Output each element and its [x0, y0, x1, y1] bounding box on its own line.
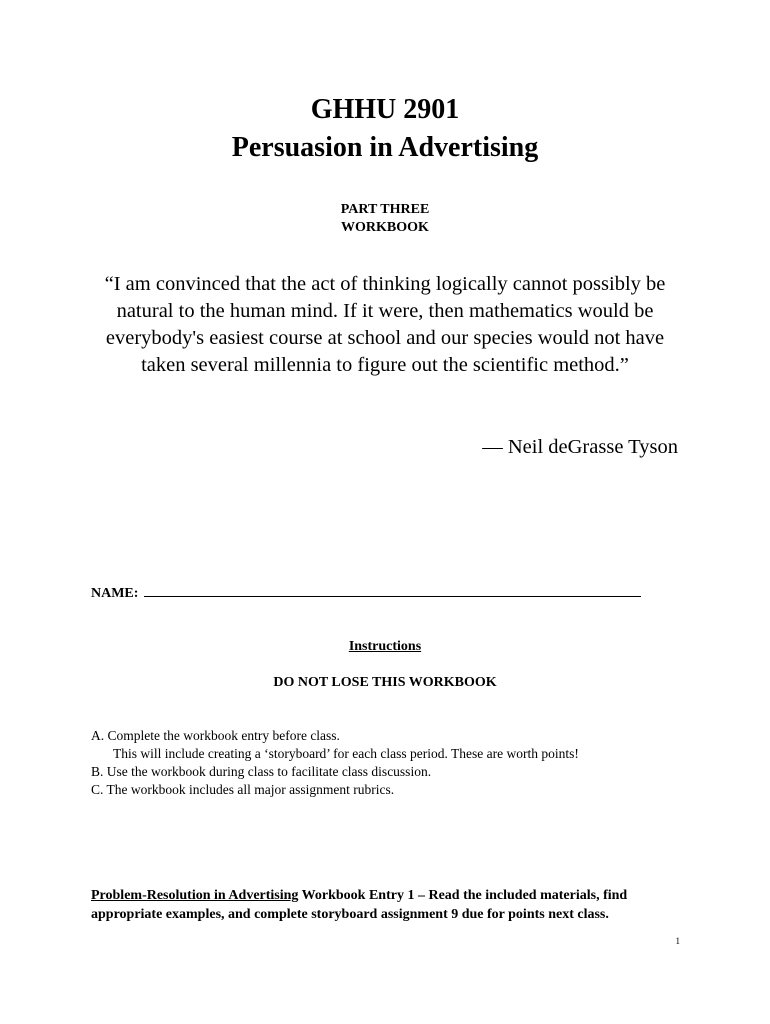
name-label: NAME:	[91, 586, 139, 601]
instruction-item: This will include creating a ‘storyboard’ for each class period. These are worth points!	[113, 746, 579, 761]
workbook-label: WORKBOOK	[341, 220, 429, 235]
entry-title: Problem-Resolution in Advertising	[91, 888, 299, 903]
instructions-list	[91, 727, 691, 799]
instruction-item: B. Use the workbook during class to facilitate class discussion.	[91, 764, 432, 779]
warning-text: DO NOT LOSE THIS WORKBOOK	[273, 675, 497, 690]
quote-author: — Neil deGrasse Tyson	[482, 436, 678, 458]
part-label: PART THREE	[340, 202, 430, 217]
instructions-heading: Instructions	[348, 639, 422, 654]
course-code: GHHU 2901	[310, 94, 460, 125]
name-blank-line	[144, 584, 641, 597]
instruction-item: C. The workbook includes all major assignment rubrics.	[91, 782, 395, 797]
entry-text: Workbook Entry 1 – Read the included materials, find appropriate examples, and complete storyboard assignment 9 due for points next class.	[91, 888, 628, 922]
course-title: Persuasion in Advertising	[231, 132, 539, 163]
instruction-item: A. Complete the workbook entry before class.	[91, 728, 340, 743]
name-field-row	[91, 584, 651, 603]
page-number: 1	[675, 936, 680, 946]
workbook-entry	[91, 886, 681, 924]
quote-text: “I am convinced that the act of thinking logically cannot possibly be natural to the human mind. If it were, then mathematics would be everybody's easiest course at school and our species would not have taken several millennia to figure out the scientific method.”	[104, 273, 666, 376]
